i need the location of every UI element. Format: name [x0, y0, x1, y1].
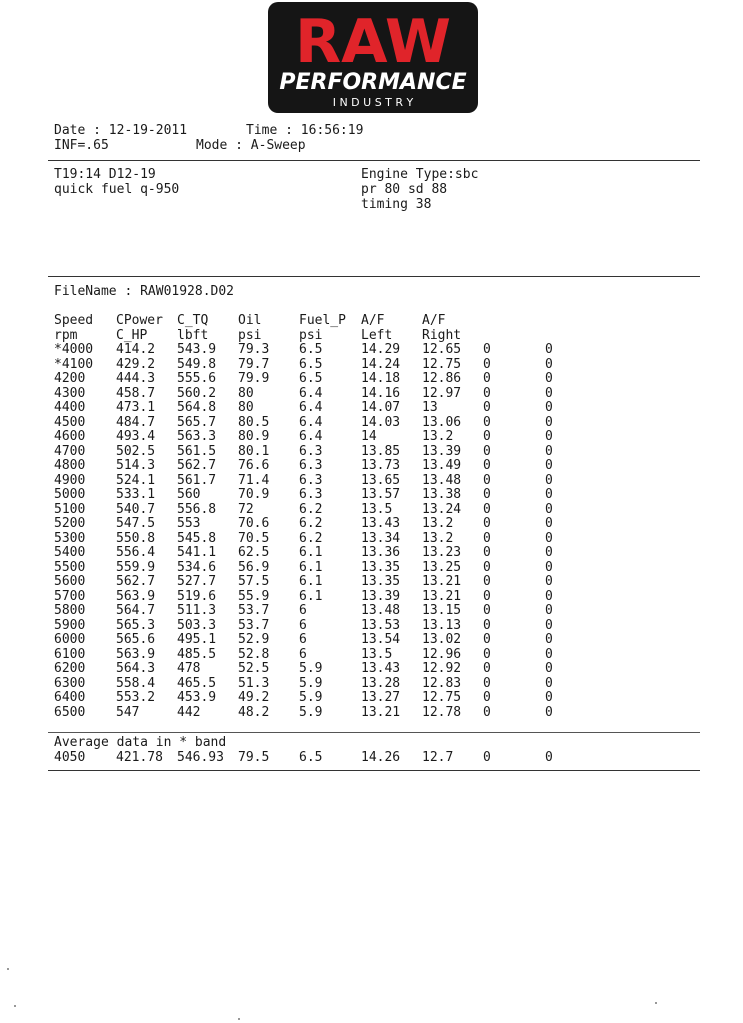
table-cell: 559.9: [116, 559, 156, 575]
table-cell: 6.5: [299, 371, 323, 386]
table-cell: 0: [483, 588, 491, 604]
table-cell: 5700: [54, 588, 86, 604]
table-cell: 70.6: [238, 516, 270, 531]
table-cell: 5400: [54, 545, 86, 560]
table-cell: 534.6: [177, 559, 217, 575]
table-cell: 0: [545, 690, 553, 705]
table-cell: 6.1: [299, 574, 323, 589]
table-cell: 14.26: [361, 750, 401, 765]
table-cell: 5600: [54, 574, 86, 589]
logo-line2: PERFORMANCE: [279, 70, 467, 95]
table-cell: 0: [545, 632, 553, 647]
table-cell: 13.38: [422, 487, 462, 502]
table-cell: 0: [545, 704, 553, 720]
table-cell: 13.54: [361, 632, 401, 647]
table-cell: 0: [545, 385, 553, 401]
table-cell: 0: [545, 356, 553, 372]
table-cell: 14.03: [361, 414, 401, 430]
table-cell: 0: [483, 704, 491, 720]
table-cell: 0: [483, 356, 491, 372]
table-cell: 14.29: [361, 342, 401, 357]
table-cell: 13.35: [361, 574, 401, 589]
table-cell: 70.5: [238, 530, 270, 546]
table-cell: 527.7: [177, 574, 217, 589]
table-cell: lbft: [177, 327, 209, 343]
table-cell: 0: [483, 516, 491, 531]
table-cell: 0: [545, 429, 553, 444]
inf-label: INF=.65: [54, 138, 109, 153]
table-cell: 0: [545, 661, 553, 676]
table-cell: 80.5: [238, 414, 270, 430]
table-cell: 565.3: [116, 617, 156, 633]
table-cell: 13.25: [422, 559, 462, 575]
table-cell: 13.28: [361, 675, 401, 691]
table-cell: 564.7: [116, 603, 156, 618]
table-cell: 6.3: [299, 443, 323, 459]
table-cell: 49.2: [238, 690, 270, 705]
table-cell: 13.73: [361, 458, 401, 473]
table-cell: 0: [545, 559, 553, 575]
table-cell: *4000: [54, 342, 94, 357]
table-cell: 0: [545, 501, 553, 517]
table-cell: 4600: [54, 429, 86, 444]
table-cell: 453.9: [177, 690, 217, 705]
table-cell: 4800: [54, 458, 86, 473]
table-cell: 53.7: [238, 617, 270, 633]
table-cell: 514.3: [116, 458, 156, 473]
table-cell: 547: [116, 704, 140, 720]
table-cell: 560.2: [177, 385, 217, 401]
table-cell: 511.3: [177, 603, 217, 618]
table-cell: 53.7: [238, 603, 270, 618]
time-label: Time : 16:56:19: [246, 123, 364, 138]
table-cell: 6: [299, 603, 307, 618]
table-cell: 13.13: [422, 617, 462, 633]
table-cell: 6: [299, 632, 307, 647]
table-cell: 6.4: [299, 385, 323, 401]
table-cell: 4050: [54, 750, 86, 765]
table-cell: 0: [483, 371, 491, 386]
table-cell: 540.7: [116, 501, 156, 517]
table-cell: 0: [545, 487, 553, 502]
table-cell: 13.2: [422, 429, 454, 444]
table-cell: 52.8: [238, 646, 270, 662]
table-cell: 13.53: [361, 617, 401, 633]
table-cell: 421.78: [116, 750, 163, 765]
table-cell: 502.5: [116, 443, 156, 459]
table-cell: 13.57: [361, 487, 401, 502]
table-cell: Left: [361, 327, 393, 343]
table-cell: 6500: [54, 704, 86, 720]
table-cell: 0: [483, 632, 491, 647]
scan-speck: [14, 1005, 16, 1007]
table-cell: 14.18: [361, 371, 401, 386]
table-cell: 13.49: [422, 458, 462, 473]
table-cell: 13.85: [361, 443, 401, 459]
table-cell: 519.6: [177, 588, 217, 604]
table-cell: 550.8: [116, 530, 156, 546]
table-cell: 549.8: [177, 356, 217, 372]
scan-speck: [7, 968, 9, 970]
table-cell: 444.3: [116, 371, 156, 386]
table-cell: 13.06: [422, 414, 462, 430]
table-cell: 14: [361, 429, 377, 444]
table-cell: 12.92: [422, 661, 462, 676]
table-cell: 0: [483, 458, 491, 473]
table-cell: 6.2: [299, 530, 323, 546]
divider: [48, 276, 700, 277]
table-cell: 12.96: [422, 646, 462, 662]
table-cell: 478: [177, 661, 201, 676]
table-cell: 0: [483, 443, 491, 459]
table-cell: 6: [299, 646, 307, 662]
table-cell: 0: [483, 661, 491, 676]
table-cell: 473.1: [116, 400, 156, 415]
table-cell: 14.16: [361, 385, 401, 401]
table-cell: 556.8: [177, 501, 217, 517]
table-cell: 6400: [54, 690, 86, 705]
table-cell: C_TQ: [177, 313, 209, 328]
table-cell: 80.1: [238, 443, 270, 459]
table-cell: 12.75: [422, 356, 462, 372]
timing-note: timing 38: [361, 197, 432, 212]
table-cell: 565.6: [116, 632, 156, 647]
table-cell: 0: [483, 487, 491, 502]
table-cell: 51.3: [238, 675, 270, 691]
table-cell: 13.5: [361, 501, 393, 517]
table-cell: 5800: [54, 603, 86, 618]
table-cell: 563.9: [116, 588, 156, 604]
table-cell: 13.43: [361, 516, 401, 531]
table-cell: 5.9: [299, 675, 323, 691]
table-cell: 465.5: [177, 675, 217, 691]
table-cell: 0: [483, 617, 491, 633]
table-cell: 72: [238, 501, 254, 517]
table-cell: Right: [422, 327, 462, 343]
table-cell: 4700: [54, 443, 86, 459]
table-cell: 563.9: [116, 646, 156, 662]
table-cell: 4900: [54, 472, 86, 488]
scan-speck: [655, 1002, 657, 1004]
table-cell: 533.1: [116, 487, 156, 502]
table-cell: 13.21: [422, 574, 462, 589]
table-cell: 12.65: [422, 342, 462, 357]
raw-performance-logo: [268, 2, 478, 113]
table-cell: 0: [483, 501, 491, 517]
table-cell: 543.9: [177, 342, 217, 357]
table-cell: 5000: [54, 487, 86, 502]
table-cell: 458.7: [116, 385, 156, 401]
table-cell: 4200: [54, 371, 86, 386]
table-cell: 561.7: [177, 472, 217, 488]
table-cell: 48.2: [238, 704, 270, 720]
table-cell: 414.2: [116, 342, 156, 357]
table-cell: 6.1: [299, 545, 323, 560]
table-cell: 6.1: [299, 559, 323, 575]
table-cell: 0: [483, 559, 491, 575]
table-cell: 5500: [54, 559, 86, 575]
table-cell: 0: [483, 429, 491, 444]
table-cell: 442: [177, 704, 201, 720]
table-cell: 79.5: [238, 750, 270, 765]
mode-label: Mode : A-Sweep: [196, 138, 306, 153]
file-name: FileName : RAW01928.D02: [54, 284, 235, 299]
table-cell: 13.48: [361, 603, 401, 618]
table-cell: 14.24: [361, 356, 401, 372]
table-cell: 0: [545, 617, 553, 633]
table-cell: 429.2: [116, 356, 156, 372]
table-cell: 56.9: [238, 559, 270, 575]
table-cell: 5300: [54, 530, 86, 546]
table-cell: 6.5: [299, 356, 323, 372]
table-cell: 495.1: [177, 632, 217, 647]
table-cell: 0: [483, 414, 491, 430]
table-cell: 560: [177, 487, 201, 502]
table-cell: 13.2: [422, 530, 454, 546]
table-cell: 5.9: [299, 704, 323, 720]
table-cell: 558.4: [116, 675, 156, 691]
table-cell: 484.7: [116, 414, 156, 430]
table-cell: 0: [545, 545, 553, 560]
table-cell: 0: [545, 400, 553, 415]
table-cell: 0: [483, 385, 491, 401]
table-cell: 13.2: [422, 516, 454, 531]
table-cell: 13.43: [361, 661, 401, 676]
table-cell: 14.07: [361, 400, 401, 415]
table-cell: 485.5: [177, 646, 217, 662]
table-cell: 0: [545, 414, 553, 430]
table-cell: 0: [545, 342, 553, 357]
table-cell: 6200: [54, 661, 86, 676]
table-cell: 4500: [54, 414, 86, 430]
table-cell: 80: [238, 400, 254, 415]
test-id: T19:14 D12-19: [54, 167, 156, 182]
table-cell: Speed: [54, 313, 94, 328]
table-cell: 524.1: [116, 472, 156, 488]
table-cell: 5.9: [299, 690, 323, 705]
table-cell: 546.93: [177, 750, 224, 765]
table-cell: 0: [483, 472, 491, 488]
table-cell: 6300: [54, 675, 86, 691]
table-cell: 564.8: [177, 400, 217, 415]
table-cell: 13.65: [361, 472, 401, 488]
table-cell: 13.24: [422, 501, 462, 517]
table-cell: 6.2: [299, 501, 323, 517]
table-cell: 13.5: [361, 646, 393, 662]
table-cell: 555.6: [177, 371, 217, 386]
table-cell: 6.2: [299, 516, 323, 531]
table-cell: 79.9: [238, 371, 270, 386]
table-cell: Oil: [238, 313, 262, 328]
table-cell: 13: [422, 400, 438, 415]
table-cell: 13.34: [361, 530, 401, 546]
table-cell: *4100: [54, 356, 94, 372]
table-cell: 0: [483, 675, 491, 691]
table-cell: 0: [545, 603, 553, 618]
table-cell: 80: [238, 385, 254, 401]
table-cell: rpm: [54, 327, 78, 343]
table-cell: 541.1: [177, 545, 217, 560]
table-cell: 564.3: [116, 661, 156, 676]
logo-brand: RAW: [294, 7, 452, 77]
carb-note: quick fuel q-950: [54, 182, 180, 197]
table-cell: 0: [483, 574, 491, 589]
table-cell: 12.86: [422, 371, 462, 386]
table-cell: 6.4: [299, 400, 323, 415]
table-cell: 561.5: [177, 443, 217, 459]
table-cell: 6.5: [299, 750, 323, 765]
table-cell: psi: [299, 327, 323, 343]
table-cell: 13.35: [361, 559, 401, 575]
logo-line3: I N D U S T R Y: [332, 96, 414, 109]
table-cell: 62.5: [238, 545, 270, 560]
table-cell: 6.3: [299, 487, 323, 502]
table-cell: 13.02: [422, 632, 462, 647]
table-cell: 12.7: [422, 750, 454, 765]
table-cell: 6.1: [299, 588, 323, 604]
table-cell: 12.75: [422, 690, 462, 705]
table-cell: 12.97: [422, 385, 462, 401]
table-cell: 0: [545, 646, 553, 662]
table-cell: 562.7: [116, 574, 156, 589]
table-cell: 5900: [54, 617, 86, 633]
divider: [48, 732, 700, 733]
table-cell: psi: [238, 327, 262, 343]
table-cell: 6.4: [299, 429, 323, 444]
table-cell: 0: [545, 371, 553, 386]
table-cell: 493.4: [116, 429, 156, 444]
table-cell: 71.4: [238, 472, 270, 488]
table-cell: 5200: [54, 516, 86, 531]
table-cell: CPower: [116, 313, 163, 328]
table-cell: 13.48: [422, 472, 462, 488]
table-cell: 563.3: [177, 429, 217, 444]
table-cell: 565.7: [177, 414, 217, 430]
table-cell: 4400: [54, 400, 86, 415]
table-cell: 13.23: [422, 545, 462, 560]
table-cell: 76.6: [238, 458, 270, 473]
table-cell: 70.9: [238, 487, 270, 502]
table-cell: 57.5: [238, 574, 270, 589]
table-cell: 13.21: [361, 704, 401, 720]
table-cell: 0: [545, 458, 553, 473]
table-cell: 0: [545, 516, 553, 531]
table-cell: 12.83: [422, 675, 462, 691]
table-cell: 6.3: [299, 472, 323, 488]
table-cell: C_HP: [116, 327, 148, 343]
table-cell: 6.4: [299, 414, 323, 430]
table-cell: 6.5: [299, 342, 323, 357]
table-cell: 503.3: [177, 617, 217, 633]
table-cell: 5.9: [299, 661, 323, 676]
table-cell: Fuel_P: [299, 313, 346, 328]
table-cell: 0: [483, 400, 491, 415]
table-cell: 4300: [54, 385, 86, 401]
table-cell: 80.9: [238, 429, 270, 444]
table-cell: 545.8: [177, 530, 217, 546]
pressure-note: pr 80 sd 88: [361, 182, 448, 197]
table-cell: 0: [483, 545, 491, 560]
table-cell: 13.21: [422, 588, 462, 604]
table-cell: 0: [483, 646, 491, 662]
table-cell: 55.9: [238, 588, 270, 604]
average-label: Average data in * band: [54, 735, 227, 750]
table-cell: 6000: [54, 632, 86, 647]
table-cell: 13.27: [361, 690, 401, 705]
table-cell: 13.15: [422, 603, 462, 618]
table-cell: 13.36: [361, 545, 401, 560]
table-cell: 6100: [54, 646, 86, 662]
table-cell: A/F: [361, 313, 385, 328]
table-cell: 52.9: [238, 632, 270, 647]
table-cell: A/F: [422, 313, 446, 328]
table-cell: 12.78: [422, 704, 462, 720]
table-cell: 0: [483, 750, 491, 765]
table-cell: 556.4: [116, 545, 156, 560]
table-cell: 0: [545, 588, 553, 604]
table-cell: 562.7: [177, 458, 217, 473]
table-cell: 0: [483, 530, 491, 546]
table-cell: 6.3: [299, 458, 323, 473]
table-cell: 0: [483, 342, 491, 357]
date-label: Date : 12-19-2011: [54, 123, 188, 138]
table-cell: 553: [177, 516, 201, 531]
table-cell: 52.5: [238, 661, 270, 676]
table-cell: 13.39: [361, 588, 401, 604]
table-cell: 0: [545, 574, 553, 589]
table-cell: 13.39: [422, 443, 462, 459]
divider: [48, 160, 700, 161]
table-cell: 5100: [54, 501, 86, 517]
table-cell: 0: [483, 690, 491, 705]
divider: [48, 770, 700, 771]
table-cell: 0: [545, 675, 553, 691]
table-cell: 79.7: [238, 356, 270, 372]
table-cell: 0: [545, 750, 553, 765]
table-cell: 0: [545, 443, 553, 459]
table-cell: 6: [299, 617, 307, 633]
scan-speck: [238, 1018, 240, 1020]
table-cell: 0: [545, 530, 553, 546]
table-cell: 79.3: [238, 342, 270, 357]
table-cell: 547.5: [116, 516, 156, 531]
table-cell: 0: [483, 603, 491, 618]
engine-type: Engine Type:sbc: [361, 167, 479, 182]
table-cell: 0: [545, 472, 553, 488]
table-cell: 553.2: [116, 690, 156, 705]
